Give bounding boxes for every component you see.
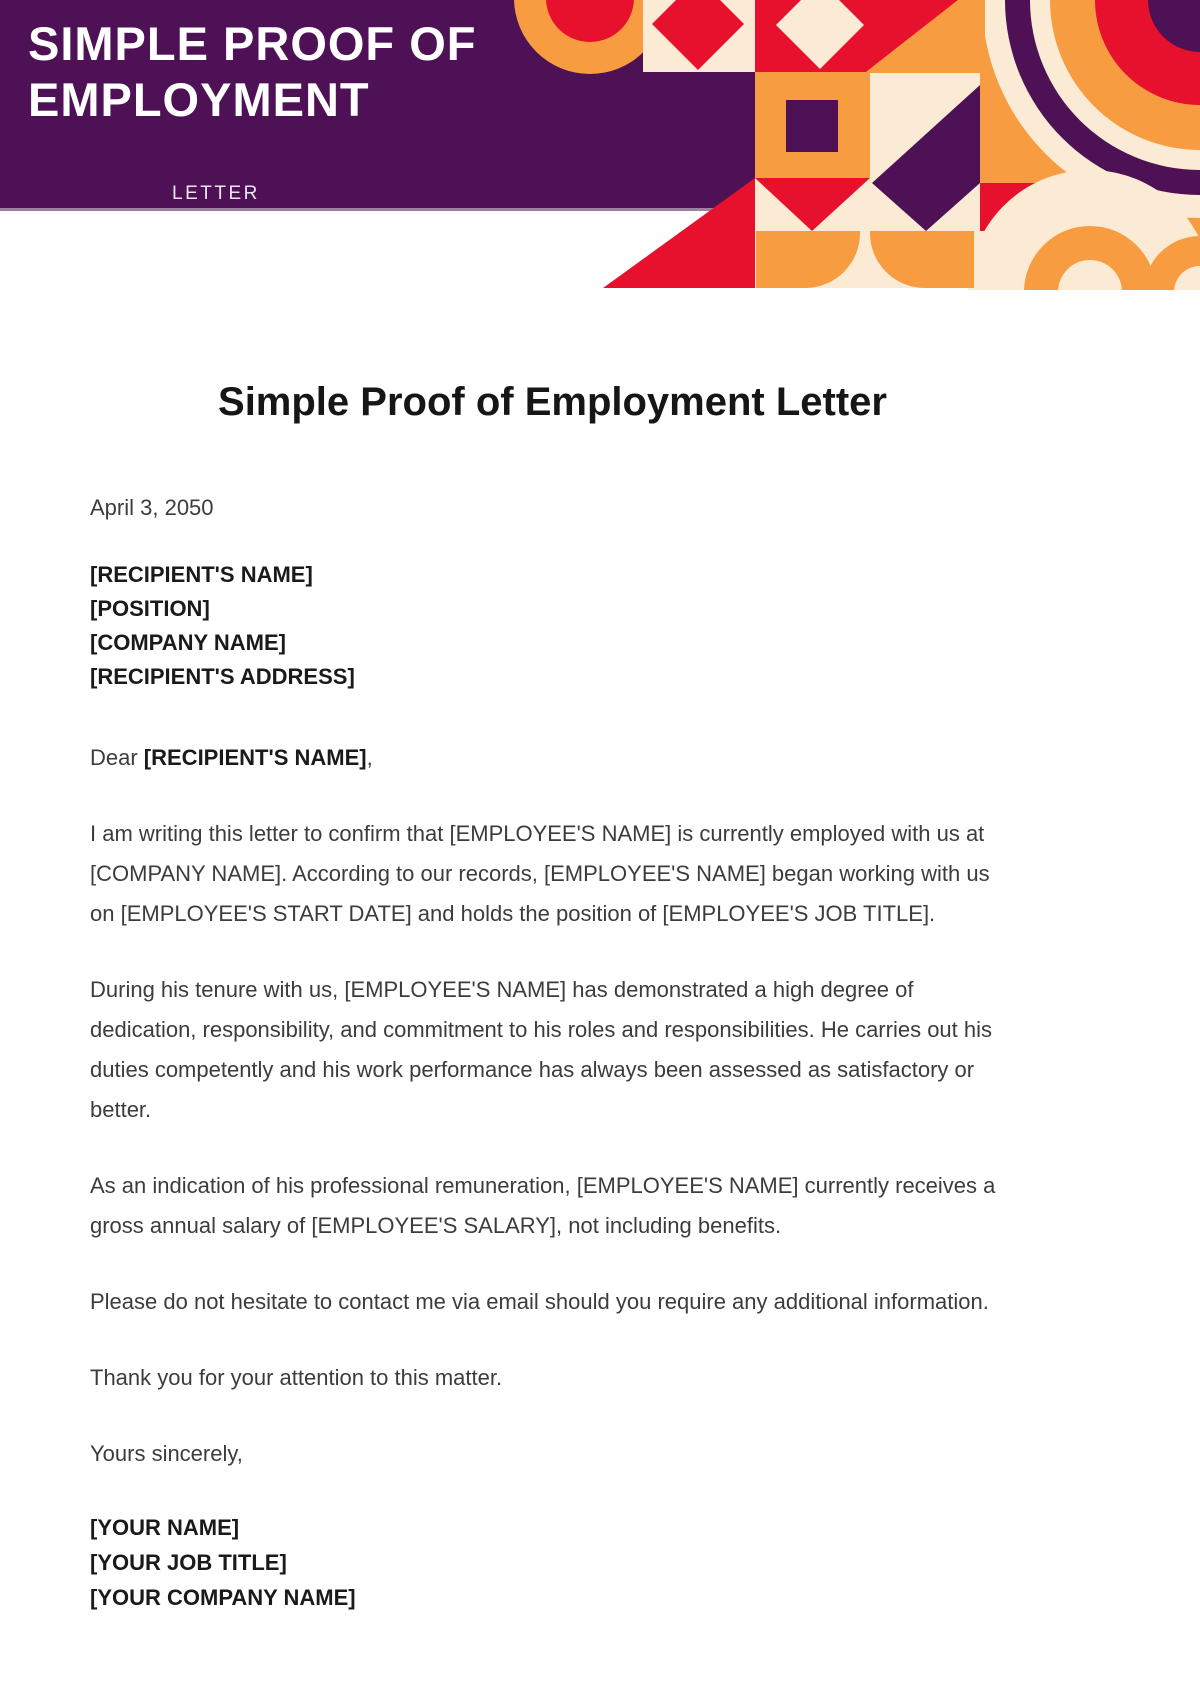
banner — [0, 0, 1200, 290]
salutation — [90, 738, 1015, 778]
paragraph: Thank you for your attention to this matter. — [90, 1365, 503, 1390]
signature-block — [90, 1510, 1015, 1615]
mosaic-diamond-tiles — [643, 0, 985, 72]
recipient-block — [90, 558, 1015, 694]
signature-line: [YOUR NAME] — [90, 1515, 240, 1540]
signature-line: [YOUR JOB TITLE] — [90, 1550, 287, 1575]
paragraph: During his tenure with us, [EMPLOYEE'S NAME] has demonstrated a high degree of dedication, responsibility, and commitment to his roles and responsibilities. He carries out his duties competently and his work performance has always been assessed as satisfactory or better. — [90, 977, 993, 1122]
paragraph: As an indication of his professional remuneration, [EMPLOYEE'S NAME] currently receives a gross annual salary of [EMPLOYEE'S SALARY], not including benefits. — [90, 1173, 996, 1238]
banner-title: SIMPLE PROOF OF EMPLOYMENT — [28, 17, 477, 126]
letter-date: April 3, 2050 — [90, 495, 214, 520]
letter-title: Simple Proof of Employment Letter — [218, 380, 887, 424]
salutation-name: [RECIPIENT'S NAME] — [143, 745, 367, 770]
mosaic-square-tiles — [755, 73, 980, 183]
paragraph: I am writing this letter to confirm that [EMPLOYEE'S NAME] is currently employed with us at [COMPANY NAME]. According to our records, [EMPLOYEE'S NAME] began working with us on [EMPLOYEE'S START DATE] and holds the position of [EMPLOYEE'S JOB TITLE]. — [90, 821, 990, 926]
salutation-prefix: Dear — [90, 745, 144, 770]
recipient-line: [POSITION] — [90, 596, 210, 621]
signature-line: [YOUR COMPANY NAME] — [90, 1585, 356, 1610]
recipient-line: [RECIPIENT'S NAME] — [90, 562, 313, 587]
recipient-line: [RECIPIENT'S ADDRESS] — [90, 664, 355, 689]
header-mosaic-graphic — [500, 0, 1200, 290]
paragraph: Please do not hesitate to contact me via email should you require any additional information. — [90, 1289, 989, 1314]
letter-content — [0, 378, 1015, 1615]
banner-tag: LETTER — [172, 183, 260, 204]
recipient-line: [COMPANY NAME] — [90, 630, 286, 655]
closing: Yours sincerely, — [90, 1441, 243, 1466]
salutation-suffix: , — [366, 745, 373, 770]
